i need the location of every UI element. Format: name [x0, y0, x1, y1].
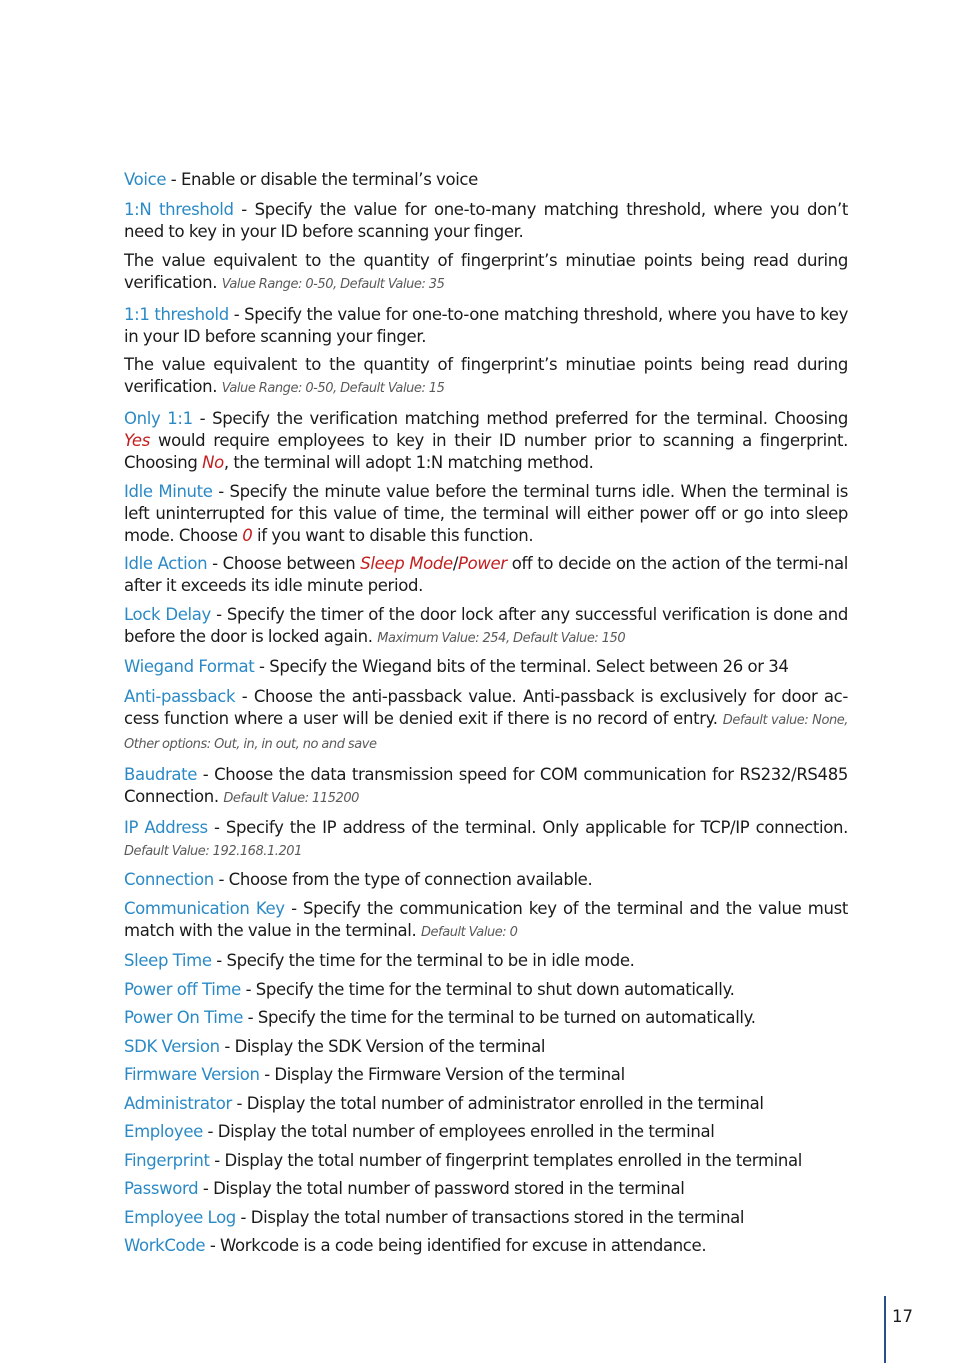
- setting-voice: [124, 169, 848, 191]
- desc: - Choose between: [207, 554, 361, 573]
- setting-administrator: [124, 1093, 848, 1115]
- term-sleep-time: Sleep Time: [124, 951, 212, 970]
- desc: - Display the total number of employees enrolled in the terminal: [202, 1122, 715, 1141]
- setting-employee: [124, 1121, 848, 1143]
- setting-1n-threshold-detail: [124, 250, 848, 296]
- term-anti-passback: Anti-passback: [124, 687, 236, 706]
- setting-1n-threshold: [124, 199, 848, 243]
- setting-anti-passback: [124, 686, 848, 756]
- desc: - Display the SDK Version of the terminal: [219, 1036, 546, 1056]
- desc: off to decide on the action of the termi-nal after it exceeds its idle minute period.: [124, 554, 848, 595]
- setting-workcode: [124, 1235, 848, 1257]
- setting-connection: [124, 869, 848, 891]
- term-power-off-time: Power off Time: [124, 979, 241, 999]
- desc: - Specify the verification matching method preferred for the terminal. Choosing: [192, 409, 848, 428]
- term-lock-delay: Lock Delay: [124, 604, 211, 624]
- term-fingerprint: Fingerprint: [124, 1150, 210, 1170]
- option-yes: Yes: [124, 431, 150, 450]
- option-sleep-mode: Sleep Mode: [360, 554, 453, 573]
- term-administrator: Administrator: [124, 1093, 232, 1113]
- document-body: [124, 169, 848, 1264]
- setting-fingerprint: [124, 1150, 848, 1172]
- setting-firmware-version: [124, 1064, 848, 1086]
- desc: - Choose the anti-passback value. Anti-passback is exclusively for door ac-cess function where a user will be denied exit if there is no record of entry.: [124, 687, 848, 728]
- term-connection: Connection: [124, 870, 214, 889]
- term-employee-log: Employee Log: [124, 1207, 236, 1227]
- term-firmware-version: Firmware Version: [124, 1065, 260, 1084]
- setting-only-11: [124, 408, 848, 474]
- desc: - Display the Firmware Version of the terminal: [259, 1065, 625, 1084]
- setting-sdk-version: [124, 1036, 848, 1058]
- page-divider-rule: [884, 1296, 886, 1363]
- term-ip-address: IP Address: [124, 817, 208, 837]
- setting-baudrate: [124, 764, 848, 810]
- desc: - Specify the time for the terminal to be turned on automatically.: [243, 1008, 756, 1027]
- term-1n-threshold: 1:N threshold: [124, 200, 234, 219]
- setting-employee-log: [124, 1207, 848, 1229]
- desc: - Display the total number of password stored in the terminal: [198, 1179, 685, 1198]
- term-baudrate: Baudrate: [124, 765, 198, 784]
- desc: - Specify the IP address of the terminal. Only applicable for TCP/IP connection.: [207, 817, 848, 837]
- desc: - Specify the Wiegand bits of the terminal. Select between 26 or 34: [254, 657, 789, 676]
- setting-sleep-time: [124, 950, 848, 972]
- term-idle-minute: Idle Minute: [124, 481, 213, 501]
- setting-power-off-time: [124, 979, 848, 1001]
- term-communication-key: Communication Key: [124, 898, 285, 918]
- setting-11-threshold: [124, 304, 848, 348]
- value-note: Value Range: 0-50, Default Value: 35: [221, 276, 445, 292]
- setting-idle-action: [124, 553, 848, 597]
- setting-password: [124, 1178, 848, 1200]
- desc: - Choose the data transmission speed for COM communication for RS232/RS485 Connection.: [124, 765, 848, 806]
- term-workcode: WorkCode: [124, 1236, 206, 1255]
- option-zero: 0: [242, 525, 253, 545]
- desc: - Specify the minute value before the terminal turns idle. When the terminal is left uninterrupted for this value of time, the terminal will either power off or go into sleep mode. Choose: [124, 481, 848, 545]
- setting-power-on-time: [124, 1007, 848, 1029]
- desc: - Display the total number of fingerprint templates enrolled in the terminal: [209, 1150, 803, 1170]
- desc: - Specify the value for one-to-many matching threshold, where you don’t need to key in your ID before scanning your finger.: [124, 200, 848, 241]
- setting-idle-minute: [124, 481, 848, 547]
- setting-11-threshold-detail: [124, 354, 848, 400]
- desc: The value equivalent to the quantity of fingerprint’s minutiae points being read during verification.: [124, 250, 848, 292]
- desc: The value equivalent to the quantity of fingerprint’s minutiae points being read during verification.: [124, 355, 848, 396]
- value-note: Value Range: 0-50, Default Value: 15: [221, 381, 445, 396]
- setting-ip-address: [124, 817, 848, 863]
- desc: - Workcode is a code being identified for excuse in attendance.: [205, 1236, 707, 1255]
- term-idle-action: Idle Action: [124, 554, 208, 573]
- term-password: Password: [124, 1179, 199, 1198]
- value-note: Maximum Value: 254, Default Value: 150: [377, 630, 626, 646]
- term-power-on-time: Power On Time: [124, 1008, 244, 1027]
- desc: - Specify the time for the terminal to shut down automatically.: [240, 979, 735, 999]
- value-note: Default Value: 0: [420, 924, 518, 940]
- term-only-11: Only 1:1: [124, 409, 193, 428]
- option-no: No: [202, 453, 224, 472]
- setting-communication-key: [124, 898, 848, 944]
- value-note: Default Value: 192.168.1.201: [124, 843, 302, 859]
- term-11-threshold: 1:1 threshold: [124, 304, 229, 324]
- term-sdk-version: SDK Version: [124, 1036, 220, 1056]
- desc: - Specify the time for the terminal to be in idle mode.: [211, 951, 635, 970]
- term-voice: Voice: [124, 170, 167, 189]
- option-power: Power: [458, 554, 507, 573]
- desc: - Display the total number of transactions stored in the terminal: [235, 1207, 745, 1227]
- desc: would require employees to key in their ID number prior to scanning a fingerprint. Choosing: [124, 431, 848, 472]
- desc: if you want to disable this function.: [252, 525, 534, 545]
- page-number: 17: [892, 1307, 913, 1326]
- desc: , the terminal will adopt 1:N matching method.: [223, 453, 594, 472]
- value-note: Default Value: 115200: [223, 791, 359, 806]
- desc: - Display the total number of administrator enrolled in the terminal: [231, 1093, 764, 1113]
- desc: - Enable or disable the terminal’s voice: [166, 170, 478, 189]
- setting-lock-delay: [124, 604, 848, 650]
- desc: - Choose from the type of connection available.: [213, 870, 593, 889]
- desc: - Specify the timer of the door lock after any successful verification is done and before the door is locked again.: [124, 604, 848, 646]
- desc: - Specify the value for one-to-one matching threshold, where you have to key in your ID before scanning your finger.: [124, 304, 849, 346]
- separator: /: [452, 554, 459, 573]
- term-employee: Employee: [124, 1122, 203, 1141]
- desc: - Specify the communication key of the terminal and the value must match with the value in the terminal.: [124, 898, 849, 940]
- value-note: Default value: None, Other options: Out, in, in out, no and save: [124, 713, 848, 752]
- term-wiegand-format: Wiegand Format: [124, 657, 255, 676]
- setting-wiegand-format: [124, 656, 848, 678]
